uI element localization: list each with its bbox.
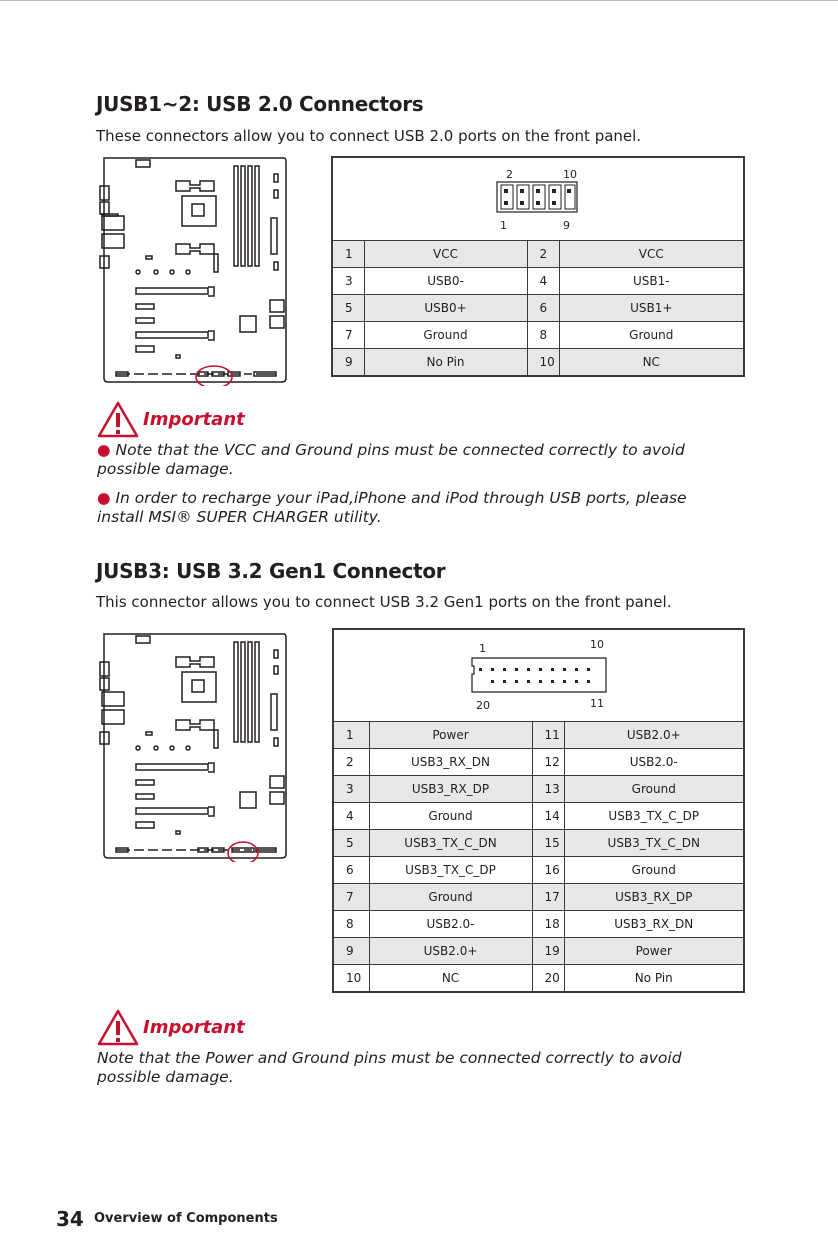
pin-signal-cell: Power <box>564 938 743 965</box>
pin-signal-cell: USB0- <box>364 268 527 295</box>
pin-number-cell: 15 <box>532 830 564 857</box>
pin-number-cell: 11 <box>532 722 564 749</box>
usb3-label-top-left: 1 <box>479 642 486 655</box>
pin-number-cell: 6 <box>334 857 369 884</box>
pin-signal-cell: Ground <box>369 803 532 830</box>
pin-signal-cell: USB2.0- <box>564 749 743 776</box>
pin-number-cell: 18 <box>532 911 564 938</box>
pin-signal-cell: Ground <box>564 857 743 884</box>
table-row <box>334 938 743 965</box>
pin-number-cell: 14 <box>532 803 564 830</box>
pin-number-cell: 6 <box>527 295 559 322</box>
usb2-label-top-left: 2 <box>506 168 513 181</box>
table-row <box>334 911 743 938</box>
pin-number-cell: 9 <box>334 938 369 965</box>
important1-note-2 <box>97 489 737 527</box>
table-row <box>333 268 743 295</box>
page-number: 34 <box>56 1207 84 1231</box>
important-title-1: Important <box>143 409 245 430</box>
table-row <box>334 830 743 857</box>
usb3-pin-table <box>334 721 743 991</box>
important2-note: Note that the Power and Ground pins must be connected correctly to avoid possible damage. <box>97 1049 682 1086</box>
header-pin <box>587 680 590 683</box>
pin-signal-cell: Ground <box>369 884 532 911</box>
header-pin <box>479 668 482 671</box>
pin-number-cell: 4 <box>527 268 559 295</box>
bullet-icon: ● <box>97 489 111 507</box>
pin-number-cell: 9 <box>333 349 364 376</box>
pin-number-cell: 7 <box>333 322 364 349</box>
usb2-label-bottom-right: 9 <box>563 219 570 232</box>
table-row <box>334 803 743 830</box>
pin-signal-cell: USB3_TX_C_DN <box>564 830 743 857</box>
pin-number-cell: 8 <box>527 322 559 349</box>
pin-signal-cell: USB3_RX_DN <box>564 911 743 938</box>
pin-number-cell: 8 <box>334 911 369 938</box>
usb3-header-diagram <box>334 630 743 722</box>
table-row <box>334 884 743 911</box>
motherboard-diagram-usb2 <box>96 156 288 386</box>
pin-number-cell: 20 <box>532 965 564 992</box>
bullet-icon: ● <box>97 441 111 459</box>
header-pin <box>539 668 542 671</box>
pin-number-cell: 19 <box>532 938 564 965</box>
table-row <box>334 776 743 803</box>
header-pin <box>527 680 530 683</box>
pin-number-cell: 7 <box>334 884 369 911</box>
pin-number-cell: 10 <box>334 965 369 992</box>
table-row <box>333 295 743 322</box>
table-row <box>334 857 743 884</box>
top-rule <box>0 0 838 1</box>
usb2-label-bottom-left: 1 <box>500 219 507 232</box>
footer-section-title: Overview of Components <box>94 1211 278 1226</box>
table-row <box>334 965 743 992</box>
header-pin <box>491 668 494 671</box>
table-row <box>333 322 743 349</box>
header-pin <box>503 680 506 683</box>
pin-number-cell: 4 <box>334 803 369 830</box>
header-pin <box>539 680 542 683</box>
header-pin <box>515 668 518 671</box>
warning-icon <box>96 400 140 440</box>
pin-signal-cell: USB1+ <box>559 295 743 322</box>
section2-title: JUSB3: USB 3.2 Gen1 Connector <box>96 559 446 583</box>
warning-icon <box>96 1008 140 1048</box>
pin-signal-cell: NC <box>369 965 532 992</box>
header-pin <box>527 668 530 671</box>
pin-number-cell: 1 <box>334 722 369 749</box>
pin-number-cell: 3 <box>334 776 369 803</box>
header-pin <box>563 680 566 683</box>
section1-title: JUSB1~2: USB 2.0 Connectors <box>96 92 424 116</box>
pin-number-cell: 1 <box>333 241 364 268</box>
pin-number-cell: 5 <box>333 295 364 322</box>
pin-signal-cell: USB3_RX_DP <box>369 776 532 803</box>
section2-intro: This connector allows you to connect USB 3.2 Gen1 ports on the front panel. <box>96 593 672 611</box>
header-pin <box>575 680 578 683</box>
pin-number-cell: 3 <box>333 268 364 295</box>
usb3-pin-box <box>332 628 745 993</box>
pin-signal-cell: USB2.0+ <box>369 938 532 965</box>
pin-signal-cell: VCC <box>364 241 527 268</box>
important1-note-1-text: Note that the VCC and Ground pins must be connected correctly to avoid possible damage. <box>97 441 685 478</box>
pin-signal-cell: USB3_TX_C_DP <box>564 803 743 830</box>
header-pin <box>551 668 554 671</box>
pin-number-cell: 13 <box>532 776 564 803</box>
header-pin <box>587 668 590 671</box>
pin-signal-cell: USB3_RX_DN <box>369 749 532 776</box>
pin-signal-cell: USB2.0+ <box>564 722 743 749</box>
important1-note-2-text: In order to recharge your iPad,iPhone and iPod through USB ports, please install MSI® SUPER CHARGER utility. <box>97 489 687 526</box>
pin-signal-cell: Power <box>369 722 532 749</box>
pin-signal-cell: NC <box>559 349 743 376</box>
pin-number-cell: 2 <box>527 241 559 268</box>
pin-number-cell: 10 <box>527 349 559 376</box>
usb3-label-bottom-right: 11 <box>590 697 604 710</box>
header-pin <box>515 680 518 683</box>
usb2-label-top-right: 10 <box>563 168 577 181</box>
pin-signal-cell: USB0+ <box>364 295 527 322</box>
pin-number-cell: 5 <box>334 830 369 857</box>
usb2-header-diagram <box>333 158 743 242</box>
important-title-2: Important <box>143 1017 245 1038</box>
pin-number-cell: 12 <box>532 749 564 776</box>
header-pin <box>551 680 554 683</box>
pin-signal-cell: Ground <box>559 322 743 349</box>
table-row <box>333 349 743 376</box>
motherboard-diagram-usb3 <box>96 632 288 862</box>
pin-signal-cell: USB3_RX_DP <box>564 884 743 911</box>
usb2-pin-table <box>333 240 743 375</box>
pin-signal-cell: USB1- <box>559 268 743 295</box>
pin-signal-cell: VCC <box>559 241 743 268</box>
usb3-label-bottom-left: 20 <box>476 699 490 712</box>
header-pin <box>491 680 494 683</box>
pin-number-cell: 17 <box>532 884 564 911</box>
important1-note-1 <box>97 441 737 479</box>
header-pin <box>563 668 566 671</box>
section1-intro: These connectors allow you to connect USB 2.0 ports on the front panel. <box>96 127 642 145</box>
usb3-label-top-right: 10 <box>590 638 604 651</box>
pin-signal-cell: USB3_TX_C_DP <box>369 857 532 884</box>
pin-number-cell: 16 <box>532 857 564 884</box>
pin-signal-cell: Ground <box>564 776 743 803</box>
usb2-pin-box <box>331 156 745 377</box>
table-row <box>334 749 743 776</box>
header-pin <box>503 668 506 671</box>
pin-signal-cell: USB2.0- <box>369 911 532 938</box>
pin-signal-cell: No Pin <box>564 965 743 992</box>
pin-number-cell: 2 <box>334 749 369 776</box>
pin-signal-cell: No Pin <box>364 349 527 376</box>
table-row <box>333 241 743 268</box>
pin-signal-cell: USB3_TX_C_DN <box>369 830 532 857</box>
table-row <box>334 722 743 749</box>
header-pin <box>575 668 578 671</box>
pin-signal-cell: Ground <box>364 322 527 349</box>
